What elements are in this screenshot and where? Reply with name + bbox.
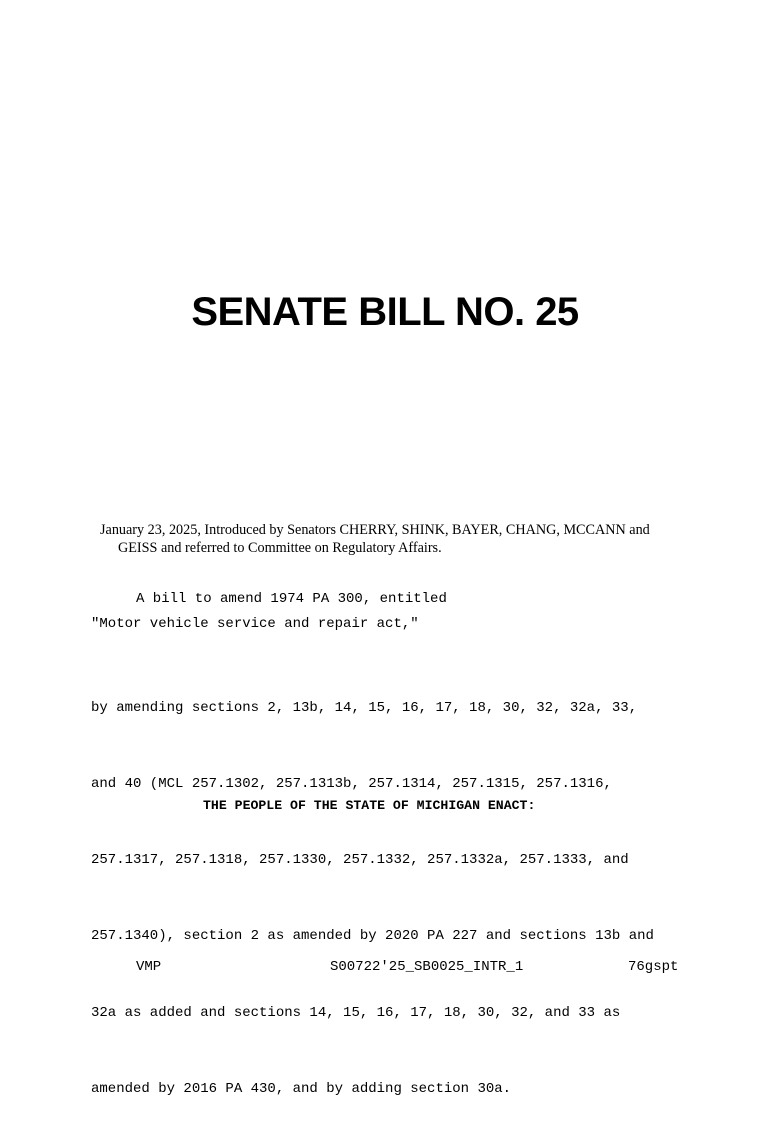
amendment-line: 257.1317, 257.1318, 257.1330, 257.1332, 257.1332a, 257.1333, and — [91, 852, 629, 869]
amendment-line: 32a as added and sections 14, 15, 16, 17, 18, 30, 32, and 33 as — [91, 1004, 621, 1021]
bill-purpose-line: A bill to amend 1974 PA 300, entitled — [136, 591, 447, 607]
amendment-line: 257.1340), section 2 as amended by 2020 PA 227 and sections 13b and — [91, 928, 654, 945]
introduction-line-2: GEISS and referred to Committee on Regulatory Affairs. — [118, 540, 442, 556]
footer-document-id: S00722'25_SB0025_INTR_1 — [330, 959, 524, 975]
amendment-text — [91, 645, 654, 1128]
introduction-note — [100, 521, 680, 557]
act-title-line: "Motor vehicle service and repair act," — [91, 616, 419, 632]
amendment-line: amended by 2016 PA 430, and by adding section 30a. — [91, 1080, 512, 1097]
enacting-clause: THE PEOPLE OF THE STATE OF MICHIGAN ENACT: — [203, 798, 536, 813]
amendment-line: and 40 (MCL 257.1302, 257.1313b, 257.1314, 257.1315, 257.1316, — [91, 776, 612, 793]
footer-initials: VMP — [136, 959, 162, 975]
footer-code: 76gspt — [628, 959, 679, 975]
amendment-line: by amending sections 2, 13b, 14, 15, 16, 17, 18, 30, 32, 32a, 33, — [91, 699, 638, 716]
introduction-line-1: January 23, 2025, Introduced by Senators CHERRY, SHINK, BAYER, CHANG, MCCANN and — [100, 522, 650, 538]
bill-title: SENATE BILL NO. 25 — [191, 290, 579, 334]
